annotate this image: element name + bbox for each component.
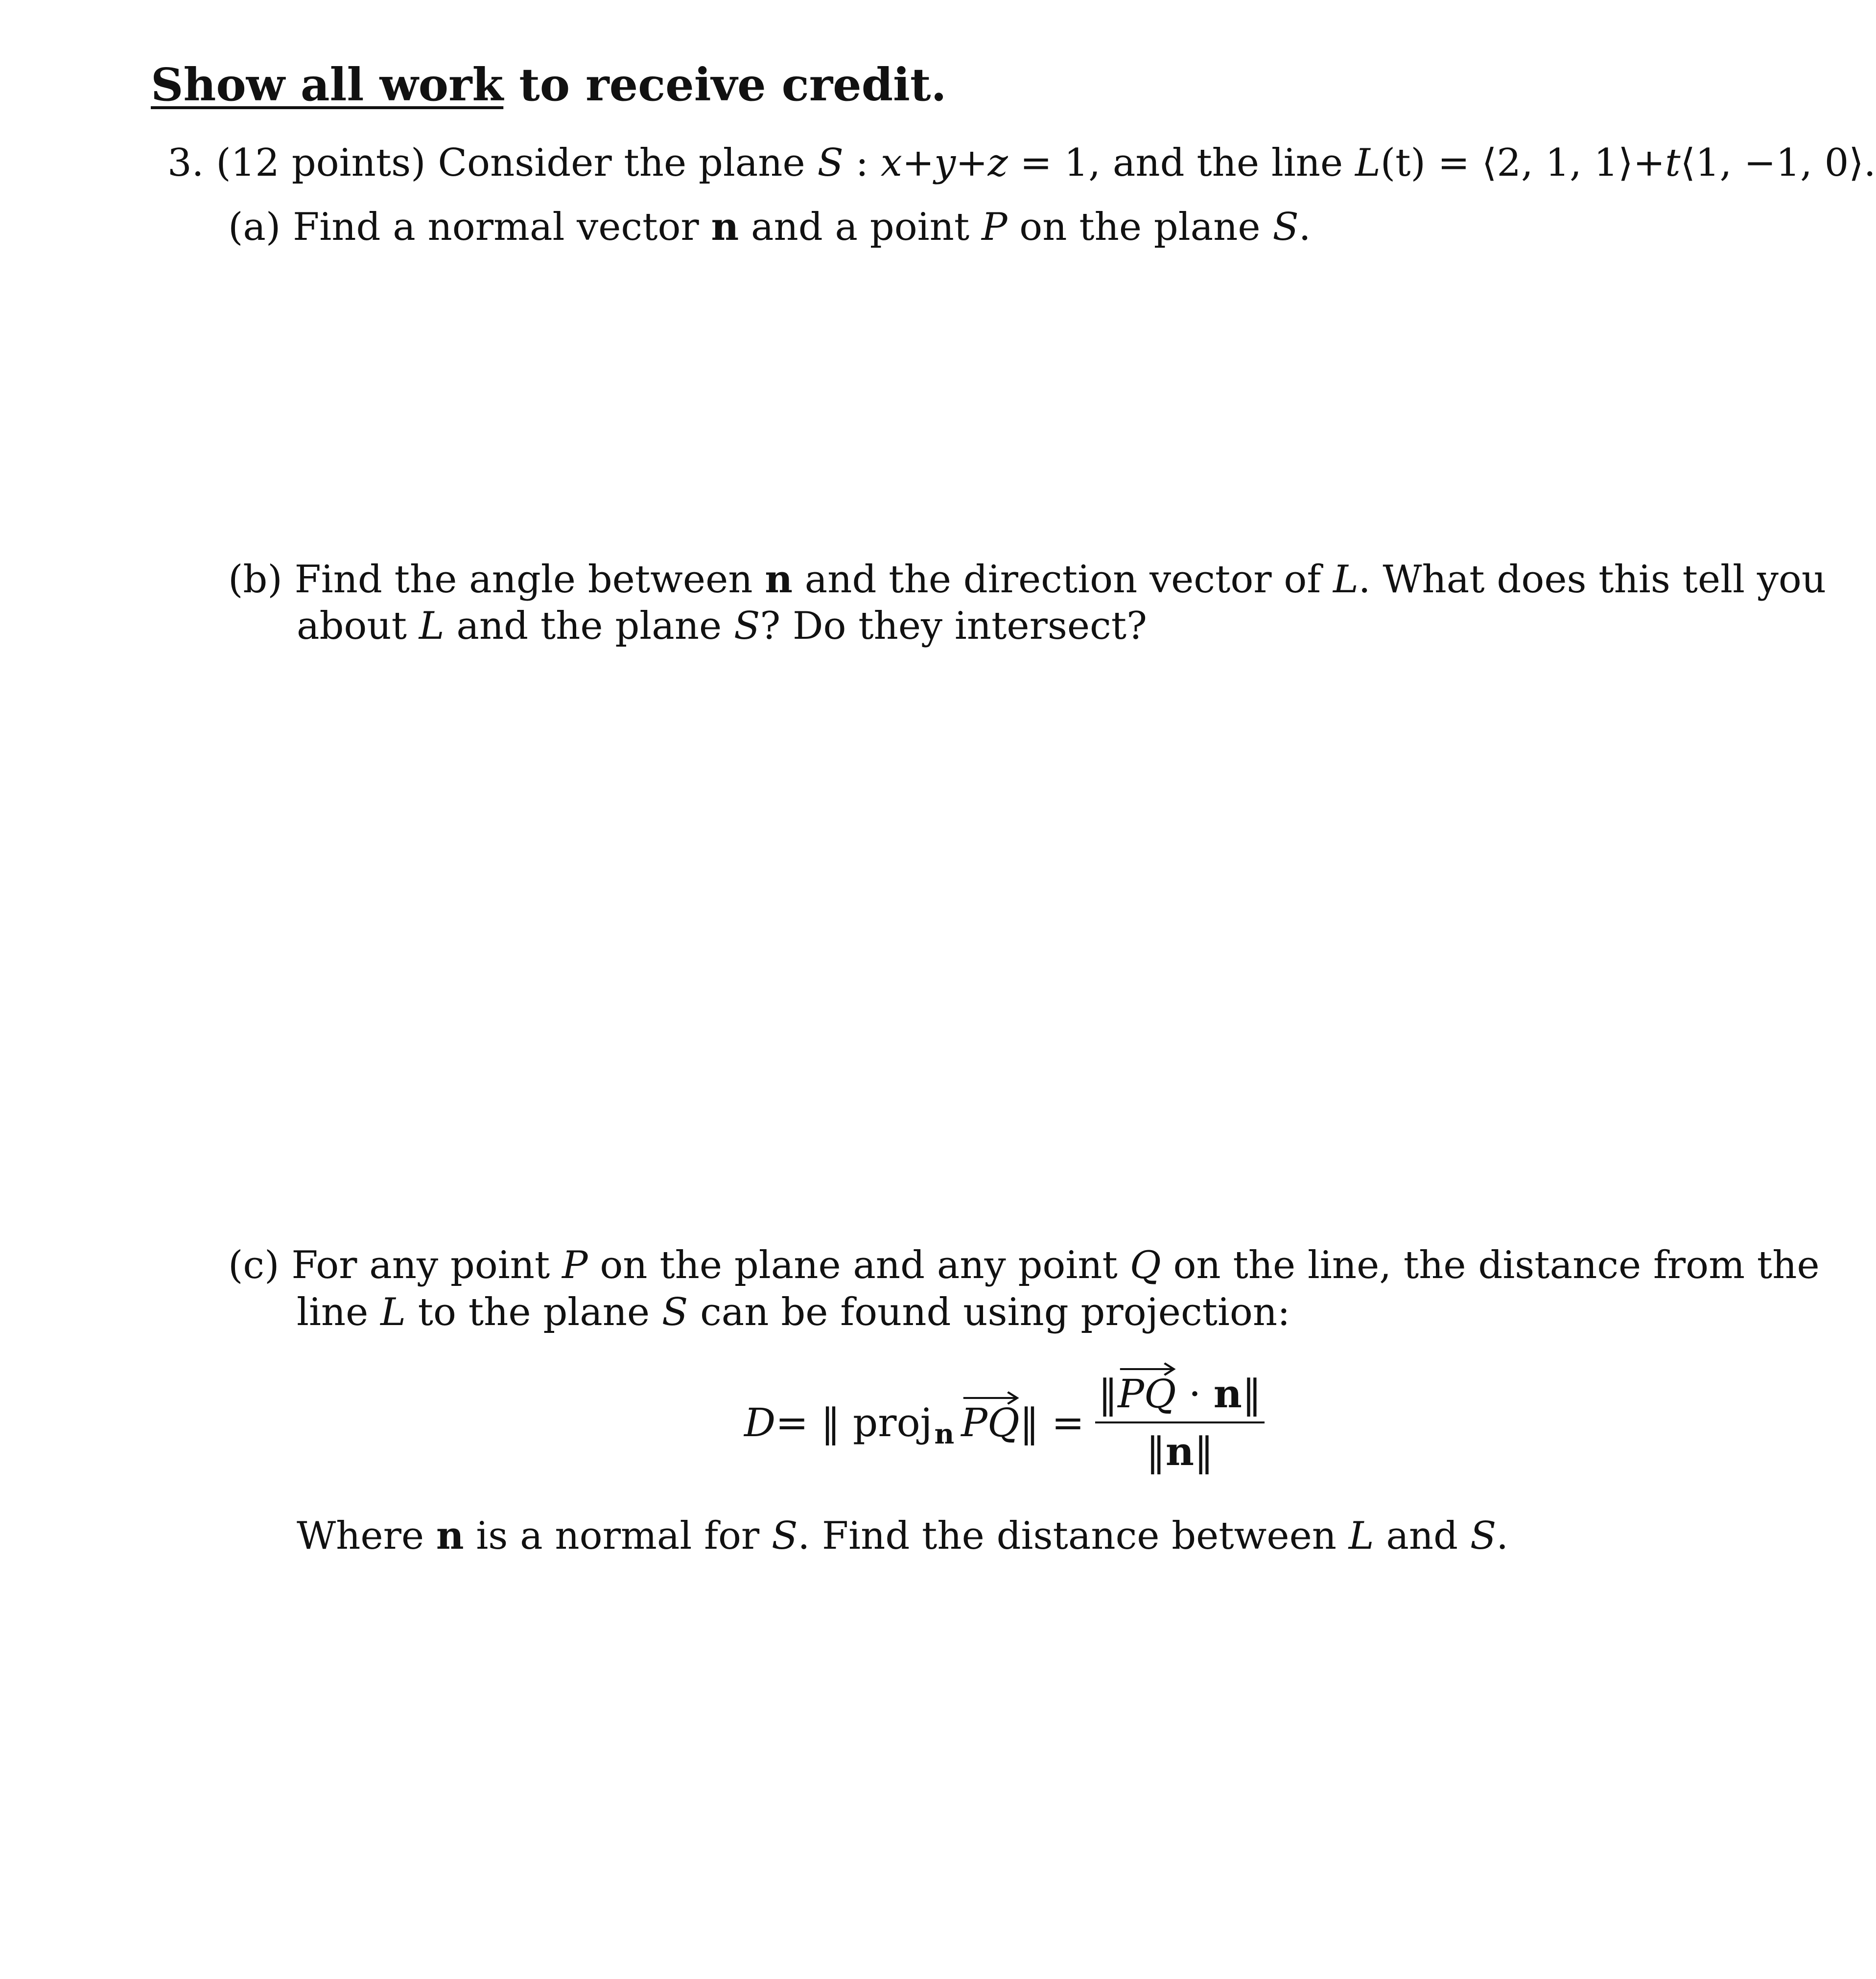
- part-c-text: on the plane and any point: [587, 1243, 1130, 1287]
- part-a-text: .: [1298, 205, 1311, 249]
- plane-s-symbol: S: [1470, 1514, 1497, 1558]
- norm-bar: ‖: [1194, 1429, 1214, 1474]
- problem-number: 3.: [167, 141, 204, 185]
- plane-s-symbol: S: [733, 604, 760, 648]
- normal-vector-symbol: n: [436, 1513, 464, 1558]
- plane-s-symbol: S: [772, 1514, 798, 1558]
- vector-pq-text: PQ: [961, 1399, 1020, 1445]
- plane-s-symbol: S: [661, 1290, 688, 1334]
- where-text: . Find the distance between: [797, 1514, 1349, 1558]
- part-b-text: ? Do they intersect?: [760, 604, 1147, 648]
- formula-proj: = ‖ proj: [775, 1399, 933, 1445]
- part-c-text: For any point: [291, 1243, 563, 1287]
- part-c-text: to the plane: [405, 1290, 662, 1334]
- formula-fraction: [1095, 1371, 1265, 1474]
- where-text: is a normal for: [464, 1514, 772, 1558]
- normal-vector-symbol: n: [765, 557, 793, 602]
- point-p-symbol: P: [981, 205, 1008, 249]
- where-text: and: [1374, 1514, 1470, 1558]
- point-p-symbol: P: [562, 1243, 588, 1287]
- problem-statement: [167, 140, 1876, 186]
- plane-colon: :: [843, 141, 881, 185]
- part-b-text: about: [297, 604, 419, 648]
- problem-points: (12 points): [216, 141, 426, 185]
- part-a: [228, 204, 1311, 251]
- instruction-heading: [151, 58, 947, 112]
- line-t: t: [1665, 141, 1681, 185]
- point-q-symbol: Q: [1129, 1243, 1161, 1287]
- formula-close: ‖ =: [1019, 1399, 1085, 1445]
- vector-pq: [961, 1400, 1019, 1445]
- fraction-numerator: [1095, 1371, 1265, 1421]
- distance-formula: [744, 1371, 1265, 1474]
- part-c-text: line: [297, 1290, 381, 1334]
- norm-bar: ‖: [1098, 1371, 1118, 1417]
- plane-rhs: = 1, and the line: [1008, 141, 1355, 185]
- vector-arrow-icon: [1118, 1361, 1176, 1377]
- part-a-label: (a): [228, 205, 281, 249]
- part-c-label: (c): [228, 1243, 280, 1287]
- line-l-symbol: L: [1348, 1514, 1374, 1558]
- part-b-label: (b): [228, 558, 282, 602]
- part-c-text: can be found using projection:: [688, 1290, 1290, 1334]
- norm-bar: ‖: [1242, 1371, 1262, 1417]
- dot-operator: ·: [1176, 1371, 1214, 1417]
- part-c-line-2: [297, 1289, 1290, 1336]
- normal-vector-symbol: n: [1165, 1428, 1195, 1474]
- part-b-text: . What does this tell you: [1358, 558, 1827, 602]
- part-a-text: and a point: [739, 205, 982, 249]
- fraction-denominator: [1146, 1423, 1214, 1474]
- part-c-text: on the line, the distance from the: [1161, 1243, 1820, 1287]
- instruction-rest: to receive credit.: [503, 58, 947, 111]
- instruction-underlined: Show all work: [151, 58, 504, 111]
- plane-equation: x+y+z: [880, 141, 1008, 185]
- part-a-text: Find a normal vector: [293, 205, 711, 249]
- line-name: L: [1355, 141, 1381, 185]
- formula-d: D: [744, 1399, 776, 1445]
- part-b-text: and the direction vector of: [793, 558, 1333, 602]
- norm-bar: ‖: [1146, 1429, 1166, 1474]
- plane-name: S: [817, 141, 844, 185]
- part-b-text: Find the angle between: [294, 558, 765, 602]
- normal-vector-symbol: n: [711, 205, 739, 249]
- vector-pq: [1118, 1371, 1176, 1417]
- part-a-text: on the plane: [1007, 205, 1273, 249]
- where-text: .: [1496, 1514, 1509, 1558]
- line-direction: ⟨1, −1, 0⟩.: [1680, 141, 1876, 185]
- vector-arrow-icon: [961, 1390, 1019, 1406]
- line-l-symbol: L: [419, 604, 445, 648]
- formula-proj-subscript: n: [934, 1418, 955, 1450]
- where-statement: [297, 1513, 1508, 1560]
- part-b-text: and the plane: [444, 604, 734, 648]
- part-c-line-1: [228, 1242, 1820, 1289]
- vector-pq-text: PQ: [1118, 1371, 1176, 1417]
- line-l-symbol: L: [380, 1290, 406, 1334]
- part-b-line-1: [228, 556, 1826, 603]
- line-rhs: = ⟨2, 1, 1⟩+: [1425, 141, 1665, 185]
- line-l-symbol: L: [1333, 558, 1359, 602]
- part-b-line-2: [297, 603, 1147, 650]
- normal-vector-symbol: n: [1213, 1371, 1242, 1417]
- plane-s-symbol: S: [1272, 205, 1299, 249]
- where-text: Where: [297, 1514, 436, 1558]
- problem-intro: Consider the plane: [438, 141, 805, 185]
- line-param: (t): [1380, 141, 1426, 185]
